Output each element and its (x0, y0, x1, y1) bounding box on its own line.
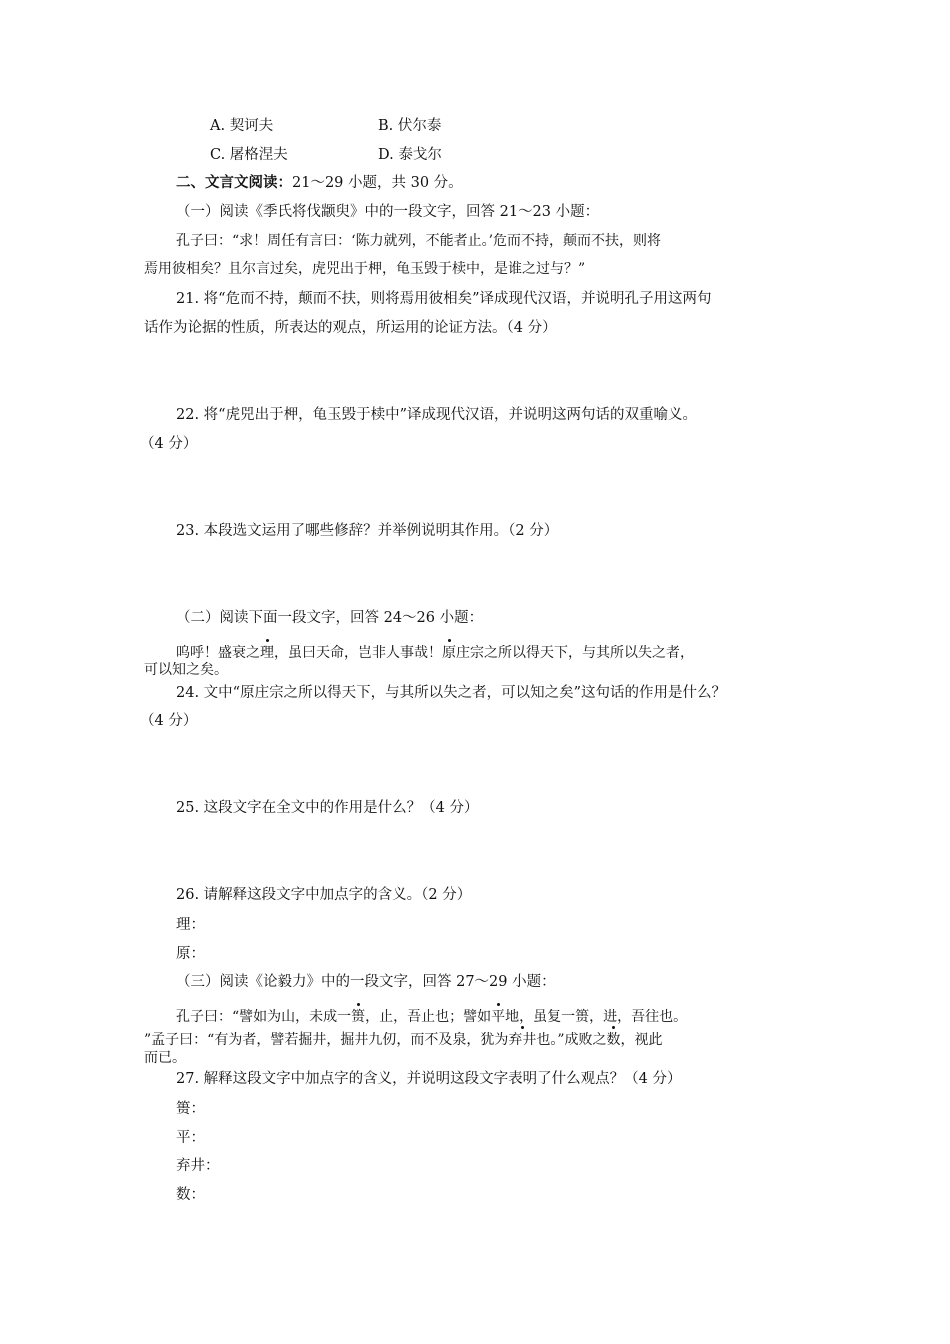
part1-intro: （一）阅读《季氏将伐颛臾》中的一段文字，回答 21～23 小题： (176, 204, 600, 220)
option-d: D. 泰戈尔 (378, 147, 442, 163)
part2-passage-line1 (176, 643, 694, 663)
question-27: 27. 解释这段文字中加点字的含义，并说明这段文字表明了什么观点？（4 分） (176, 1071, 682, 1087)
dotted-char-li: 理 (260, 645, 274, 661)
option-b: B. 伏尔泰 (378, 118, 442, 134)
option-c: C. 屠格涅夫 (210, 147, 288, 163)
part2-intro: （二）阅读下面一段文字，回答 24～26 小题： (176, 610, 484, 626)
answer-label-shu: 数： (176, 1187, 205, 1203)
part3-seg-c: 地，虽复一篑，进，吾往也。 (505, 1009, 688, 1025)
part3-passage-line1 (176, 1007, 687, 1027)
dotted-char-kui: 篑 (351, 1009, 366, 1025)
question-24-line1: 24. 文中“原庄宗之所以得天下，与其所以失之者，可以知之矣”这句话的作用是什么？ (176, 685, 726, 701)
section-heading-detail: 21～29 小题，共 30 分。 (292, 175, 463, 191)
part3-seg-b: ，止，吾止也；譬如 (365, 1009, 492, 1025)
section-heading (176, 173, 463, 193)
answer-label-yuan: 原： (176, 946, 205, 962)
part3-intro: （三）阅读《论毅力》中的一段文字，回答 27～29 小题： (176, 974, 556, 990)
question-25: 25. 这段文字在全文中的作用是什么？（4 分） (176, 800, 479, 816)
question-21-line1: 21. 将“危而不持，颠而不扶，则将焉用彼相矣”译成现代汉语，并说明孔子用这两句 (176, 291, 712, 307)
option-a: A. 契诃夫 (210, 118, 274, 134)
dotted-char-ping: 平 (491, 1009, 506, 1025)
part3-seg-a: 孔子曰：“譬如为山，未成一 (176, 1009, 352, 1025)
part2-passage-seg-c: 庄宗之所以得天下，与其所以失之者， (456, 645, 694, 661)
part2-passage-seg-a: 呜呼！盛衰之 (176, 645, 260, 661)
question-22-line2: （4 分） (140, 436, 198, 452)
part3-seg-d: ”孟子曰：“有为者，譬若掘井，掘井九仞，而不及泉，犹为 (144, 1032, 509, 1048)
part3-seg-f: ，视此 (620, 1032, 663, 1048)
dotted-char-qijing: 弃井 (508, 1032, 537, 1048)
part2-passage-seg-b: ，虽曰天命，岂非人事哉！ (274, 645, 442, 661)
part1-passage-line1: 孔子曰：“求！周任有言曰：‘陈力就列，不能者止。’危而不持，颠而不扶，则将 (176, 233, 662, 249)
answer-label-kui: 篑： (176, 1101, 205, 1117)
answer-label-ping: 平： (176, 1130, 205, 1146)
dotted-char-yuan: 原 (442, 645, 456, 661)
part3-passage-line2 (144, 1030, 663, 1050)
part3-passage-line3: 而已。 (144, 1050, 186, 1066)
part1-passage-line2: 焉用彼相矣？且尔言过矣，虎兕出于柙，龟玉毁于椟中，是谁之过与？” (144, 261, 586, 277)
question-23: 23. 本段选文运用了哪些修辞？并举例说明其作用。（2 分） (176, 523, 559, 539)
answer-label-li: 理： (176, 917, 205, 933)
question-24-line2: （4 分） (140, 713, 198, 729)
question-22-line1: 22. 将“虎兕出于柙，龟玉毁于椟中”译成现代汉语，并说明这两句话的双重喻义。 (176, 407, 697, 423)
question-26: 26. 请解释这段文字中加点字的含义。（2 分） (176, 887, 472, 903)
question-21-line2: 话作为论据的性质，所表达的观点，所运用的论证方法。（4 分） (144, 320, 557, 336)
part3-seg-e: 也。”成败之 (536, 1032, 607, 1048)
part2-passage-line2: 可以知之矣。 (144, 662, 228, 678)
dotted-char-shu: 数 (606, 1032, 621, 1048)
answer-label-qijing: 弃井： (176, 1158, 220, 1174)
section-heading-title: 二、文言文阅读： (176, 174, 292, 191)
